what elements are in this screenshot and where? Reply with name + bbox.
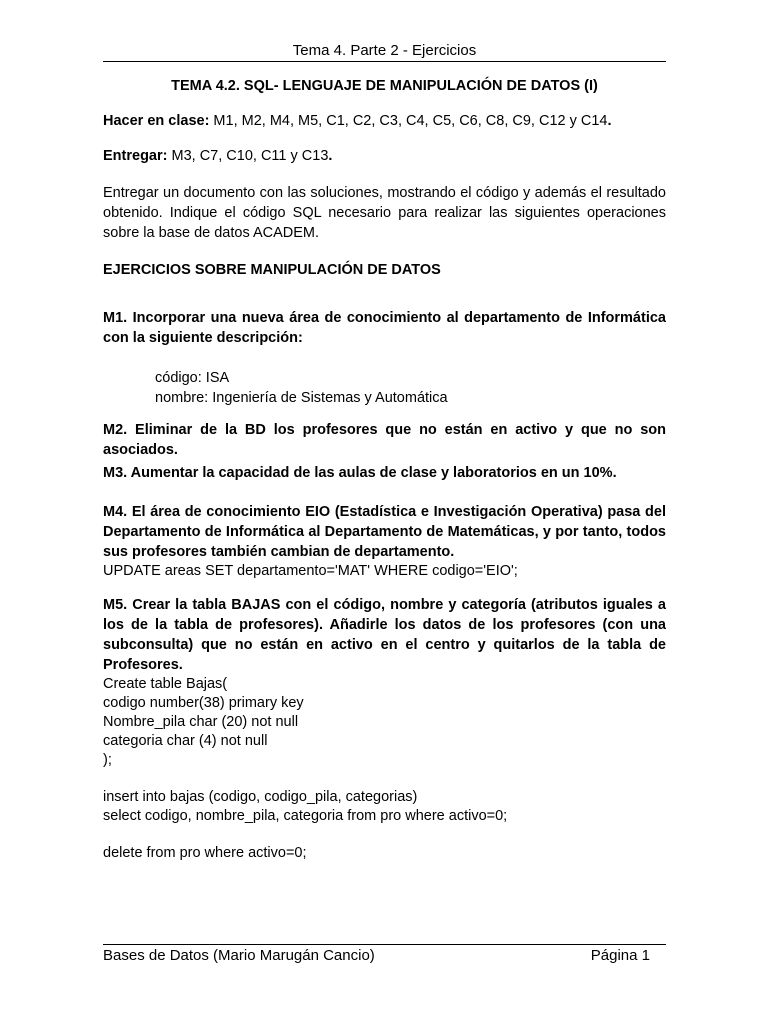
m4-sql: UPDATE areas SET departamento='MAT' WHERE codigo='EIO'; [103,563,518,579]
hacer-en-clase [103,113,666,129]
hacer-end: . [607,113,612,129]
m5-create-sql: Create table Bajas( codigo number(38) primary key Nombre_pila char (20) not null categoria char (4) not null ); [103,676,304,768]
document-body [103,78,666,863]
exercise-m5: M5. Crear la tabla BAJAS con el código, nombre y categoría (atributos iguales a los de la tabla de profesores). Añadirle los datos de los profesores (con una subconsulta) que no están en activo en el centro y quitarlos de la tabla de Profesores. [103,597,666,673]
page-footer [103,944,666,964]
entregar [103,148,666,164]
hacer-label: Hacer en clase: [103,113,210,129]
intro-paragraph: Entregar un documento con las soluciones, mostrando el código y además el resultado obtenido. Indique el código SQL necesario para realizar las siguientes operaciones sobre la base de datos ACADEM. [103,185,666,241]
exercise-m3: M3. Aumentar la capacidad de las aulas de clase y laboratorios en un 10%. [103,465,617,481]
exercise-m2: M2. Eliminar de la BD los profesores que no están en activo y que no son asociados. [103,422,666,458]
exercise-m1: M1. Incorporar una nueva área de conocimiento al departamento de Informática con la siguiente descripción: [103,310,666,346]
footer-left: Bases de Datos (Mario Marugán Cancio) [103,947,375,964]
m5-insert-sql: insert into bajas (codigo, codigo_pila, categorias) select codigo, nombre_pila, categoria from pro where activo=0; [103,789,508,824]
page-number: Página 1 [590,947,650,964]
exercise-m4: M4. El área de conocimiento EIO (Estadística e Investigación Operativa) pasa del Departamento de Informática al Departamento de Matemáticas, y por tanto, todos sus profesores también cambian de departamento. [103,504,666,560]
hacer-value: M1, M2, M4, M5, C1, C2, C3, C4, C5, C6, C8, C9, C12 y C14 [209,113,608,129]
entregar-end: . [328,148,333,164]
entregar-label: Entregar: [103,148,168,164]
m1-nombre: nombre: Ingeniería de Sistemas y Automática [155,390,448,406]
section-title: EJERCICIOS SOBRE MANIPULACIÓN DE DATOS [103,262,441,278]
m1-codigo: código: ISA [155,370,230,386]
entregar-value: M3, C7, C10, C11 y C13 [167,148,329,164]
page-header: Tema 4. Parte 2 - Ejercicios [103,42,666,62]
m5-delete-sql: delete from pro where activo=0; [103,845,307,861]
document-title: TEMA 4.2. SQL- LENGUAJE DE MANIPULACIÓN DE DATOS (I) [171,78,598,94]
